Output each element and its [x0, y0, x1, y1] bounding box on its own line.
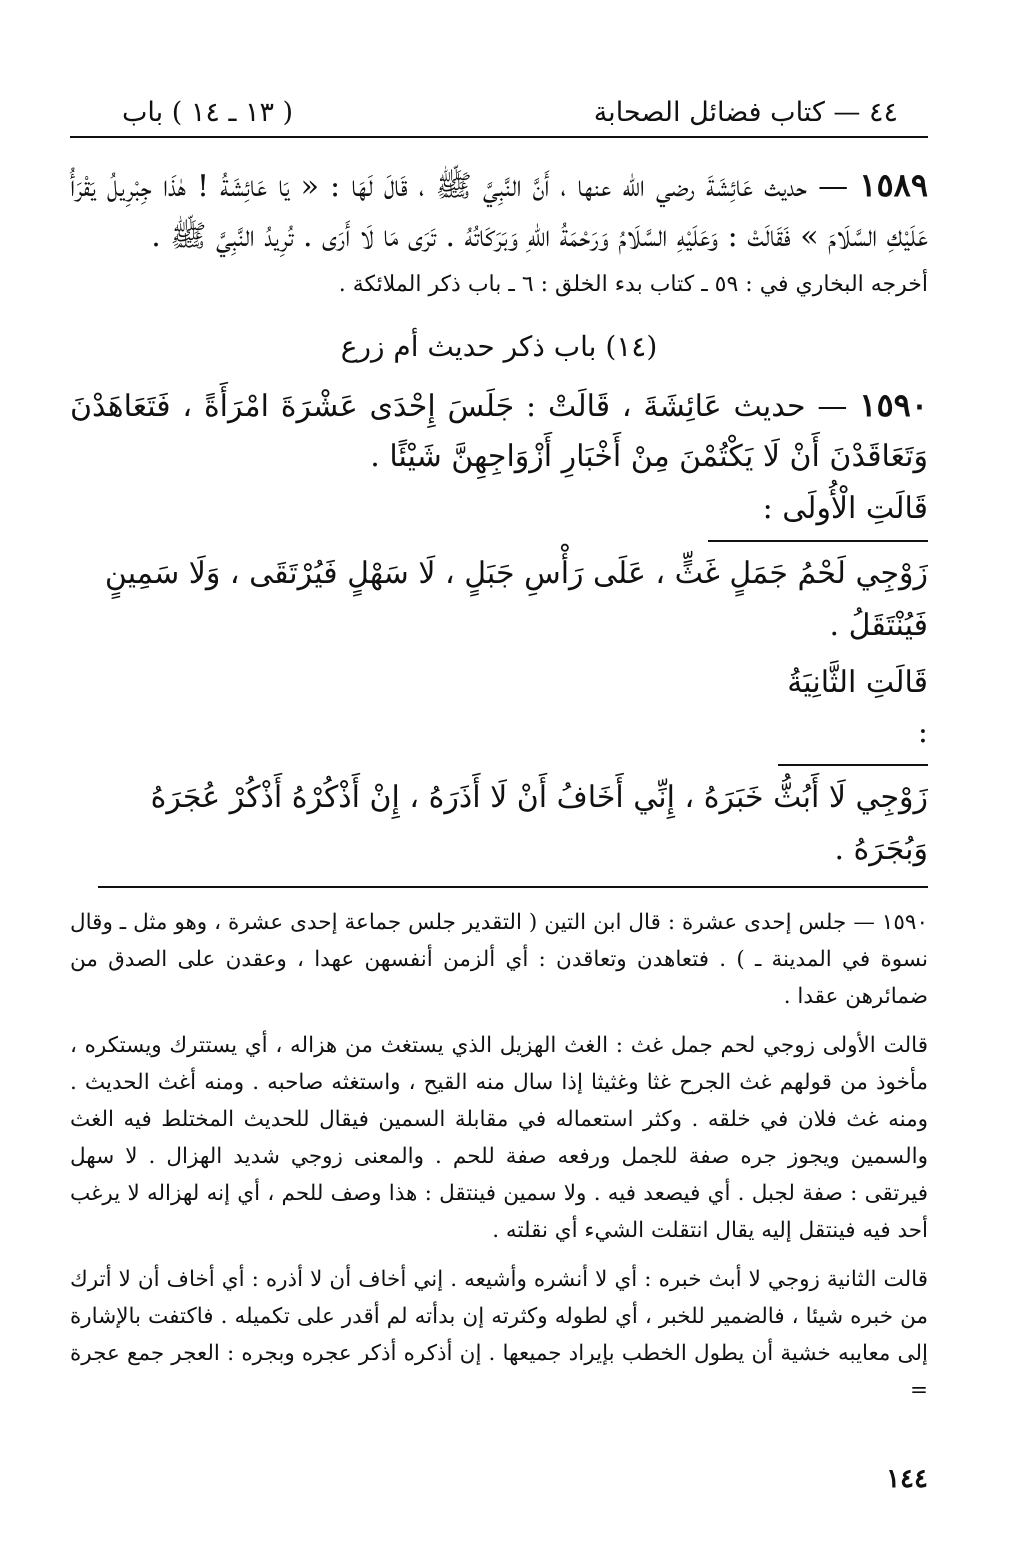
page-number: ١٤٤ [886, 1464, 928, 1494]
footnote-divider [98, 886, 928, 888]
speech-second: زَوْجِي لَا أَبُثُّ خَبَرَهُ ، إِنِّي أَخَافُ أَنْ لَا أَذَرَهُ ، إِنْ أَذْكُرْهُ أَذْكُرْ عُجَرَهُ وَبُجَرَهُ . [150, 780, 928, 867]
footnote-1: ١٥٩٠ — جلس إحدى عشرة : قال ابن التين ( التقدير جلس جماعة إحدى عشرة ، وهو مثل ـ وقال نسوة في المدينة ـ ) . فتعاهدن وتعاقدن : أي ألزمن أنفسهن عهدا ، وعقدن على الصدق من ضمائرهن عقدا . [70, 910, 928, 1009]
hadith-1590 [70, 380, 928, 482]
footnotes [70, 904, 928, 1409]
chapter-label: ( ١٣ ـ ١٤ ) باب [122, 97, 294, 128]
main-text [70, 160, 928, 876]
hadith-source: أخرجه البخاري في : ٥٩ ـ كتاب بدء الخلق : ٦ ـ باب ذكر الملائكة . [338, 272, 928, 297]
speaker-first: قَالَتِ الْأُولَى : [708, 484, 928, 542]
page-header [70, 88, 928, 138]
footnote-2: قالت الأولى زوجي لحم جمل غث : الغث الهزيل الذي يستغث من هزاله ، أي يستترك ويستكره ، مأخوذ من قولهم غث الجرح غثا وغثيثا إذا سال منه القيح ، واستغثه صاحبه . ومنه أغث الحديث . ومنه غث فلان في خلقه . وكثر استعماله في مقابلة السمين فيقال للحديث المختلط فيه الغث والسمين ويجوز جره صفة للجمل ورفعه صفة للحم . والمعنى زوجي شديد الهزال . لا سهل فيرتقى : صفة لجبل . أي فيصعد فيه . ولا سمين فينتقل : هذا وصف للحم ، أي إنه لهزاله لا يرغب أحد فيه فينتقل إليه يقال انتقلت الشيء أي نقلته . [70, 1033, 928, 1243]
hadith-number: ١٥٨٩ [859, 166, 928, 204]
hadith-text: — حديث عَائِشَةَ ، قَالَتْ : جَلَسَ إِحْدَى عَشْرَةَ امْرَأَةً ، فَتَعَاهَدْنَ وَتَعَاقَدْنَ أَنْ لَا يَكْتُمْنَ مِنْ أَخْبَارِ أَزْوَاجِهِنَّ شَيْئًا . [70, 389, 928, 474]
speech-first: زَوْجِي لَحْمُ جَمَلٍ غَثٍّ ، عَلَى رَأْسِ جَبَلٍ ، لَا سَهْلٍ فَيُرْتَقَى ، وَلَا سَمِينٍ فَيُنْتَقَلُ . [104, 556, 928, 643]
hadith-number: ١٥٩٠ [859, 386, 928, 424]
section-title: (١٤) باب ذكر حديث أم زرع [340, 330, 658, 363]
footnote-3: قالت الثانية زوجي لا أبث خبره : أي لا أنشره وأشيعه . إني أخاف أن لا أذره : أي أخاف أن لا أترك من خبره شيئا ، فالضمير للخبر ، أي لطوله وكثرته إن بدأته لم أقدر على تكميله . فاكتفت بالإشارة إلى معايبه خشية أن يطول الخطب بإيراد جميعها . إن أذكره أذكر عجره وبجره : العجر جمع عجرة = [70, 1267, 928, 1403]
hadith-1589 [70, 160, 928, 262]
book-title: ٤٤ — كتاب فضائل الصحابة [593, 97, 898, 128]
hadith-text: — حديث عَائِشَةَ رضي الله عنها ، أَنَّ النَّبِيَّ ﷺ ، قَالَ لَهَا : « يَا عَائِشَةُ ! هٰذَا جِبْرِيلُ يَقْرَأُ عَلَيْكِ السَّلَامَ » فَقَالَتْ : وَعَلَيْهِ السَّلَامُ وَرَحْمَةُ اللهِ وَبَرَكَاتُهُ . تَرَى مَا لَا أَرَى . تُرِيدُ النَّبِيَّ ﷺ . [70, 169, 928, 254]
speaker-second: قَالَتِ الثَّانِيَةُ : [778, 658, 928, 766]
book-page [70, 88, 928, 1508]
